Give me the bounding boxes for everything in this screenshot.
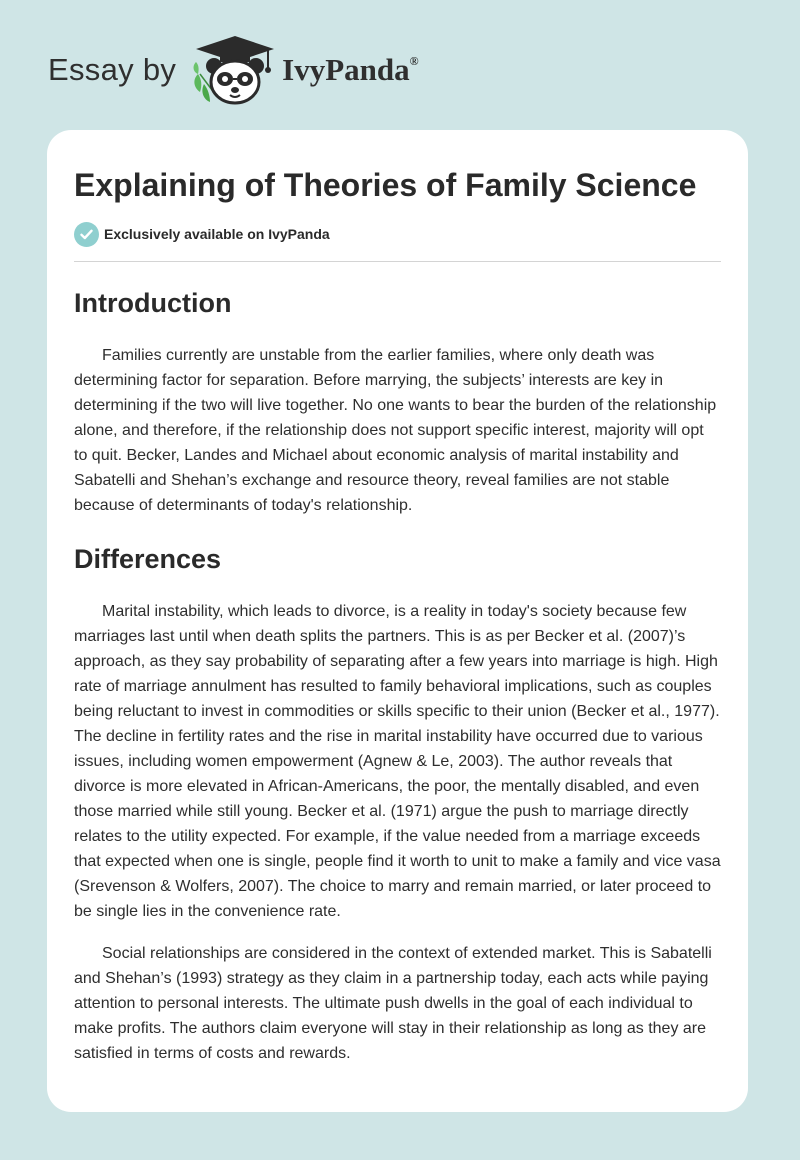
- section-introduction: [74, 286, 721, 518]
- section-differences: [74, 542, 721, 1066]
- paragraph: Marital instability, which leads to divorce, is a reality in today's society because few marriages last until when death splits the partners. This is as per Becker et al. (2007)’s approach, as they say probability of separating after a few years into marriage is high. High rate of marriage annulment has resulted to family behavioral implications, such as couples being reluctant to invest in commodities or skills specific to their union (Becker et al., 1977). The decline in fertility rates and the rise in marital instability have occurred due to various issues, including women empowerment (Agnew & Le, 2003). The author reveals that divorce is more elevated in African-Americans, the poor, the mentally disabled, and even those married while still young. Becker et al. (1971) argue the push to marriage directly relates to the utility expected. For example, if the value needed from a marriage exceeds that expected when one is single, people find it worth to unit to make a family and vice vasa (Srevenson & Wolfers, 2007). The choice to marry and remain married, or later proceed to be single lies in the convenience rate.: [74, 603, 721, 920]
- divider: [74, 261, 721, 262]
- section-heading: Differences: [74, 544, 222, 574]
- section-heading: Introduction: [74, 288, 232, 318]
- check-icon: [74, 222, 99, 247]
- brand-name[interactable]: IvyPanda®: [282, 52, 419, 87]
- page-title: Explaining of Theories of Family Science: [74, 167, 697, 203]
- registered-mark: ®: [409, 53, 419, 68]
- essay-by-label: Essay by: [48, 52, 177, 87]
- ivypanda-logo-icon[interactable]: [190, 34, 280, 106]
- exclusive-badge: [74, 219, 721, 249]
- article-card: [47, 130, 748, 1112]
- exclusive-label: Exclusively available on IvyPanda: [104, 226, 330, 242]
- paragraph: Social relationships are considered in the context of extended market. This is Sabatelli and Shehan’s (1993) strategy as they claim in a partnership today, each acts while paying attention to personal interests. The ultimate push dwells in the goal of each individual to make profits. The authors claim everyone will stay in their relationship as long as they are satisfied in terms of costs and rewards.: [74, 945, 712, 1062]
- paragraph: Families currently are unstable from the earlier families, where only death was determining factor for separation. Before marrying, the subjects’ interests are key in determining if the two will live together. No one wants to bear the burden of the relationship alone, and therefore, if the relationship does not support specific interest, majority will opt to quit. Becker, Landes and Michael about economic analysis of marital instability and Sabatelli and Shehan’s exchange and resource theory, reveal families are not stable because of determinants of today's relationship.: [74, 347, 717, 514]
- brand-header: [48, 34, 419, 106]
